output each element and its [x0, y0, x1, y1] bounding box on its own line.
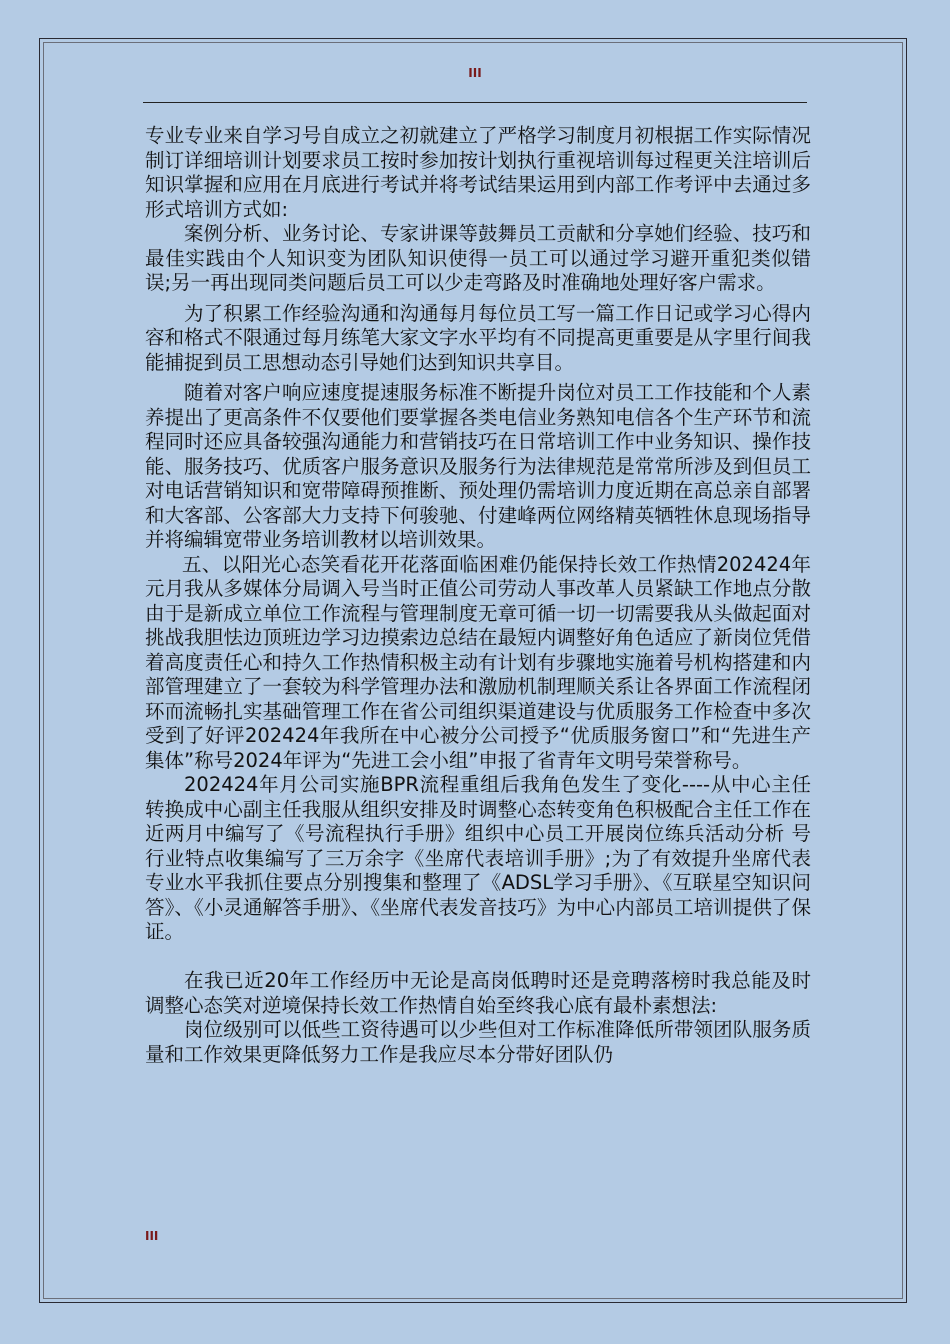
paragraph-service-standards: 随着对客户响应速度提速服务标准不断提升岗位对员工工作技能和个人素养提出了更高条件不仅要他们要掌握各类电信业务熟知电信各个生产环节和流程同时还应具备较强沟通能力和营销技巧在日常培训工作中业务知识、操作技能、服务技巧、优质客户服务意识及服务行为法律规范是常常所涉及到但员工对电话营销知识和宽带障碍预推断、预处理仍需培训力度近期在高总亲自部署和大客部、公客部大力支持下何骏驰、付建峰两位网络精英牺牲休息现场指导并将编辑宽带业务培训教材以培训效果。	[145, 381, 811, 551]
paragraph-training-system: 专业专业来自学习号自成立之初就建立了严格学习制度月初根据工作实际情况制订详细培训计划要求员工按时参加按计划执行重视培训每过程更关注培训后知识掌握和应用在月底进行考试并将考试结果运用到内部工作考评中去通过多形式培训方式如:	[145, 124, 811, 221]
paragraph-job-level: 岗位级别可以低些工资待遇可以少些但对工作标准降低所带领团队服务质量和工作效果更降低努力工作是我应尽本分带好团队仍	[145, 1018, 811, 1066]
footer-mark: III	[145, 1229, 159, 1243]
paragraph-work-experience: 在我已近20年工作经历中无论是高岗低聘时还是竞聘落榜时我总能及时调整心态笑对逆境保持长效工作热情自始至终我心底有最朴素想法:	[145, 969, 811, 1017]
paragraph-work-diary: 为了积累工作经验沟通和沟通每月每位员工写一篇工作日记或学习心得内容和格式不限通过每月练笔大家文字水平均有不同提高更重要是从字里行间我能捕捉到员工思想动态引导她们达到知识共享目。	[145, 301, 811, 374]
document-body	[145, 124, 811, 1067]
paragraph-section-five: 五、以阳光心态笑看花开花落面临困难仍能保持长效工作热情202424年元月我从多媒体分局调入号当时正值公司劳动人事改革人员紧缺工作地点分散由于是新成立单位工作流程与管理制度无章可循一切一切需要我从头做起面对挑战我胆怯边顶班边学习边摸索边总结在最短内调整好角色适应了新岗位凭借着高度责任心和持久工作热情积极主动有计划有步骤地实施着号机构搭建和内部管理建立了一套较为科学管理办法和激励机制理顺关系让各界面工作流程闭环而流畅扎实基础管理工作在省公司组织渠道建设与优质服务工作检查中多次受到了好评202424年我所在中心被分公司授予“优质服务窗口”和“先进生产集体”称号2024年评为“先进工会小组”申报了省青年文明号荣誉称号。	[145, 552, 811, 772]
blank-line	[145, 945, 811, 970]
header-rule	[143, 102, 807, 103]
header-mark: III	[468, 66, 482, 80]
paragraph-case-analysis: 案例分析、业务讨论、专家讲课等鼓舞员工贡献和分享她们经验、技巧和最佳实践由个人知识变为团队知识使得一员工可以通过学习避开重犯类似错误;另一再出现同类问题后员工可以少走弯路及时准确地处理好客户需求。	[145, 222, 811, 294]
paragraph-bpr-restructure: 202424年月公司实施BPR流程重组后我角色发生了变化----从中心主任转换成中心副主任我服从组织安排及时调整心态转变角色积极配合主任工作在近两月中编写了《号流程执行手册》组织中心员工开展岗位练兵活动分析 号行业特点收集编写了三万余字《坐席代表培训手册》;为了有效提升坐席代表专业水平我抓住要点分别搜集和整理了《ADSL学习手册》、《互联星空知识问答》、《小灵通解答手册》、《坐席代表发音技巧》为中心内部员工培训提供了保证。	[145, 773, 811, 943]
